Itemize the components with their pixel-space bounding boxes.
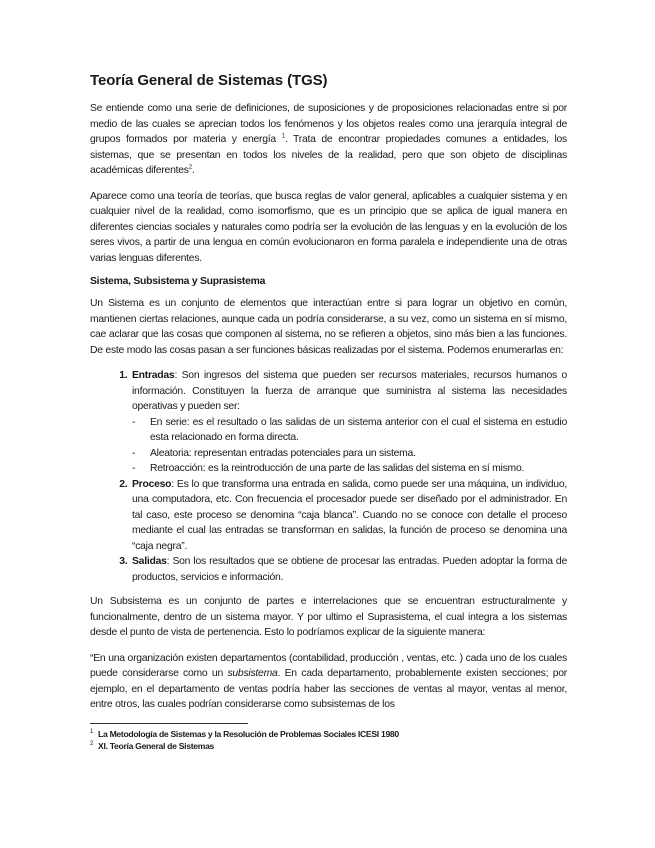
document-page [90,72,567,753]
intro-text-c: . [191,165,195,176]
list-item-text: : Es lo que transforma una entrada en salida, como puede ser una máquina, un individuo, una computadora, etc. Con frecuencia el procesador puede ser diseñado por el administrador. En tal caso, este proceso se denomina “caja blanca”. Cuando no se conoce con detalle el proceso mediante el cual las entradas se transforman en salidas, la función de proceso se denomina una “caja negra”. [132,478,567,552]
term-proceso: Proceso [132,478,172,490]
list-item-salidas [130,554,567,585]
paragraph-quote [90,651,567,713]
list-item-text: : Son los resultados que se obtiene de procesar las entradas. Pueden adoptar la forma de productos, servicios e información. [132,556,567,583]
section-heading: Sistema, Subsistema y Suprasistema [90,276,266,287]
entradas-sublist [132,415,567,477]
sublist-item: - En serie: es el resultado o las salidas de un sistema anterior con el cual el sistema en estudio esta relacionado en forma directa. [150,415,567,446]
functions-list [90,368,567,585]
paragraph-theory: Aparece como una teoría de teorías, que busca reglas de valor general, aplicables a cualquier sistema y en cualquier nivel de la realidad, como isomorfismo, que es un principio que se aplica de igual manera en diferentes ciencias sociales y naturales como podría ser la evolución de las lenguas y en la evolución de los seres vivos, a partir de una lengua en común evolucionaron en forma paralela e independiente una de otras varias lenguas diferentes. [90,190,567,264]
footnote-text: XI. Teoría General de Sistemas [98,741,215,751]
footnote-divider [90,723,248,724]
footnote-1 [90,728,567,741]
paragraph-subsystem: Un Subsistema es un conjunto de partes e interrelaciones que se encuentran estructuralmente y funcionalmente, dentro de un sistema mayor. Y por ultimo el Suprasistema, el cual integra a los sistemas desde el punto de vista de pertenencia. Esto lo podríamos explicar de la siguiente manera: [90,596,567,638]
footnote-number: 2 [90,741,94,748]
footnote-ref-2[interactable]: 2 [188,164,192,171]
paragraph-system: Un Sistema es un conjunto de elementos que interactúan entre si para lograr un objetivo en común, mantienen ciertas relaciones, aunque cada un podría considerarse, a su vez, como un sistema en sí mismo, cae aclarar que las cosas que componen al sistema, no se refieren a objetos, sino más bien a las funciones. De este modo las cosas pasan a ser funciones básicas realizadas por el sistema. Podemos enumerarlas en: [90,298,567,356]
footnote-2 [90,740,567,753]
sublist-item: - Retroacción: es la reintroducción de una parte de las salidas del sistema en sí mismo. [150,461,567,477]
term-entradas: Entradas [132,370,175,381]
paragraph-intro [90,101,567,179]
footnote-number: 1 [90,728,94,735]
sublist-item: - Aleatoria: representan entradas potenciales para un sistema. [150,446,567,462]
list-item-text: : Son ingresos del sistema que pueden ser recursos materiales, recursos humanos o información. Constituyen la fuerza de arranque que suministra al sistema las necesidades operativas y pueden ser: [132,370,567,412]
quote-text-a: “En una organización existen departamentos (contabilidad, producción , ventas, etc. ) cada uno de los cuales puede considerarse como un [90,652,567,679]
footnote-ref-1[interactable]: 1 [281,133,285,140]
footnote-text: La Metodología de Sistemas y la Resolución de Problemas Sociales ICESI 1980 [98,728,399,739]
list-item-entradas [130,368,567,477]
intro-text-b: . Trata de encontrar propiedades comunes a entidades, los sistemas, que se presentan en todos los niveles de la realidad, pero que son objeto de disciplinas académicas diferentes [90,134,567,176]
list-item-proceso [130,477,567,555]
term-salidas: Salidas [132,556,167,567]
page-title: Teoría General de Sistemas (TGS) [90,72,328,89]
intro-text-a: Se entiende como una serie de definiciones, de suposiciones y de proposiciones relacionadas entre si por medio de las cuales se aprecian todos los fenómenos y los objetos reales como una jerarquía integral de grupos formados por materia y energía [90,103,567,145]
quote-text-b: . En cada departamento, probablemente existen secciones; por ejemplo, en el departamento de ventas podría haber las secciones de ventas al mayor, ventas al menor, entre otros, las cuales podrían considerarse como subsistemas de los [90,668,567,710]
quote-emphasis: subsistema [227,668,278,679]
